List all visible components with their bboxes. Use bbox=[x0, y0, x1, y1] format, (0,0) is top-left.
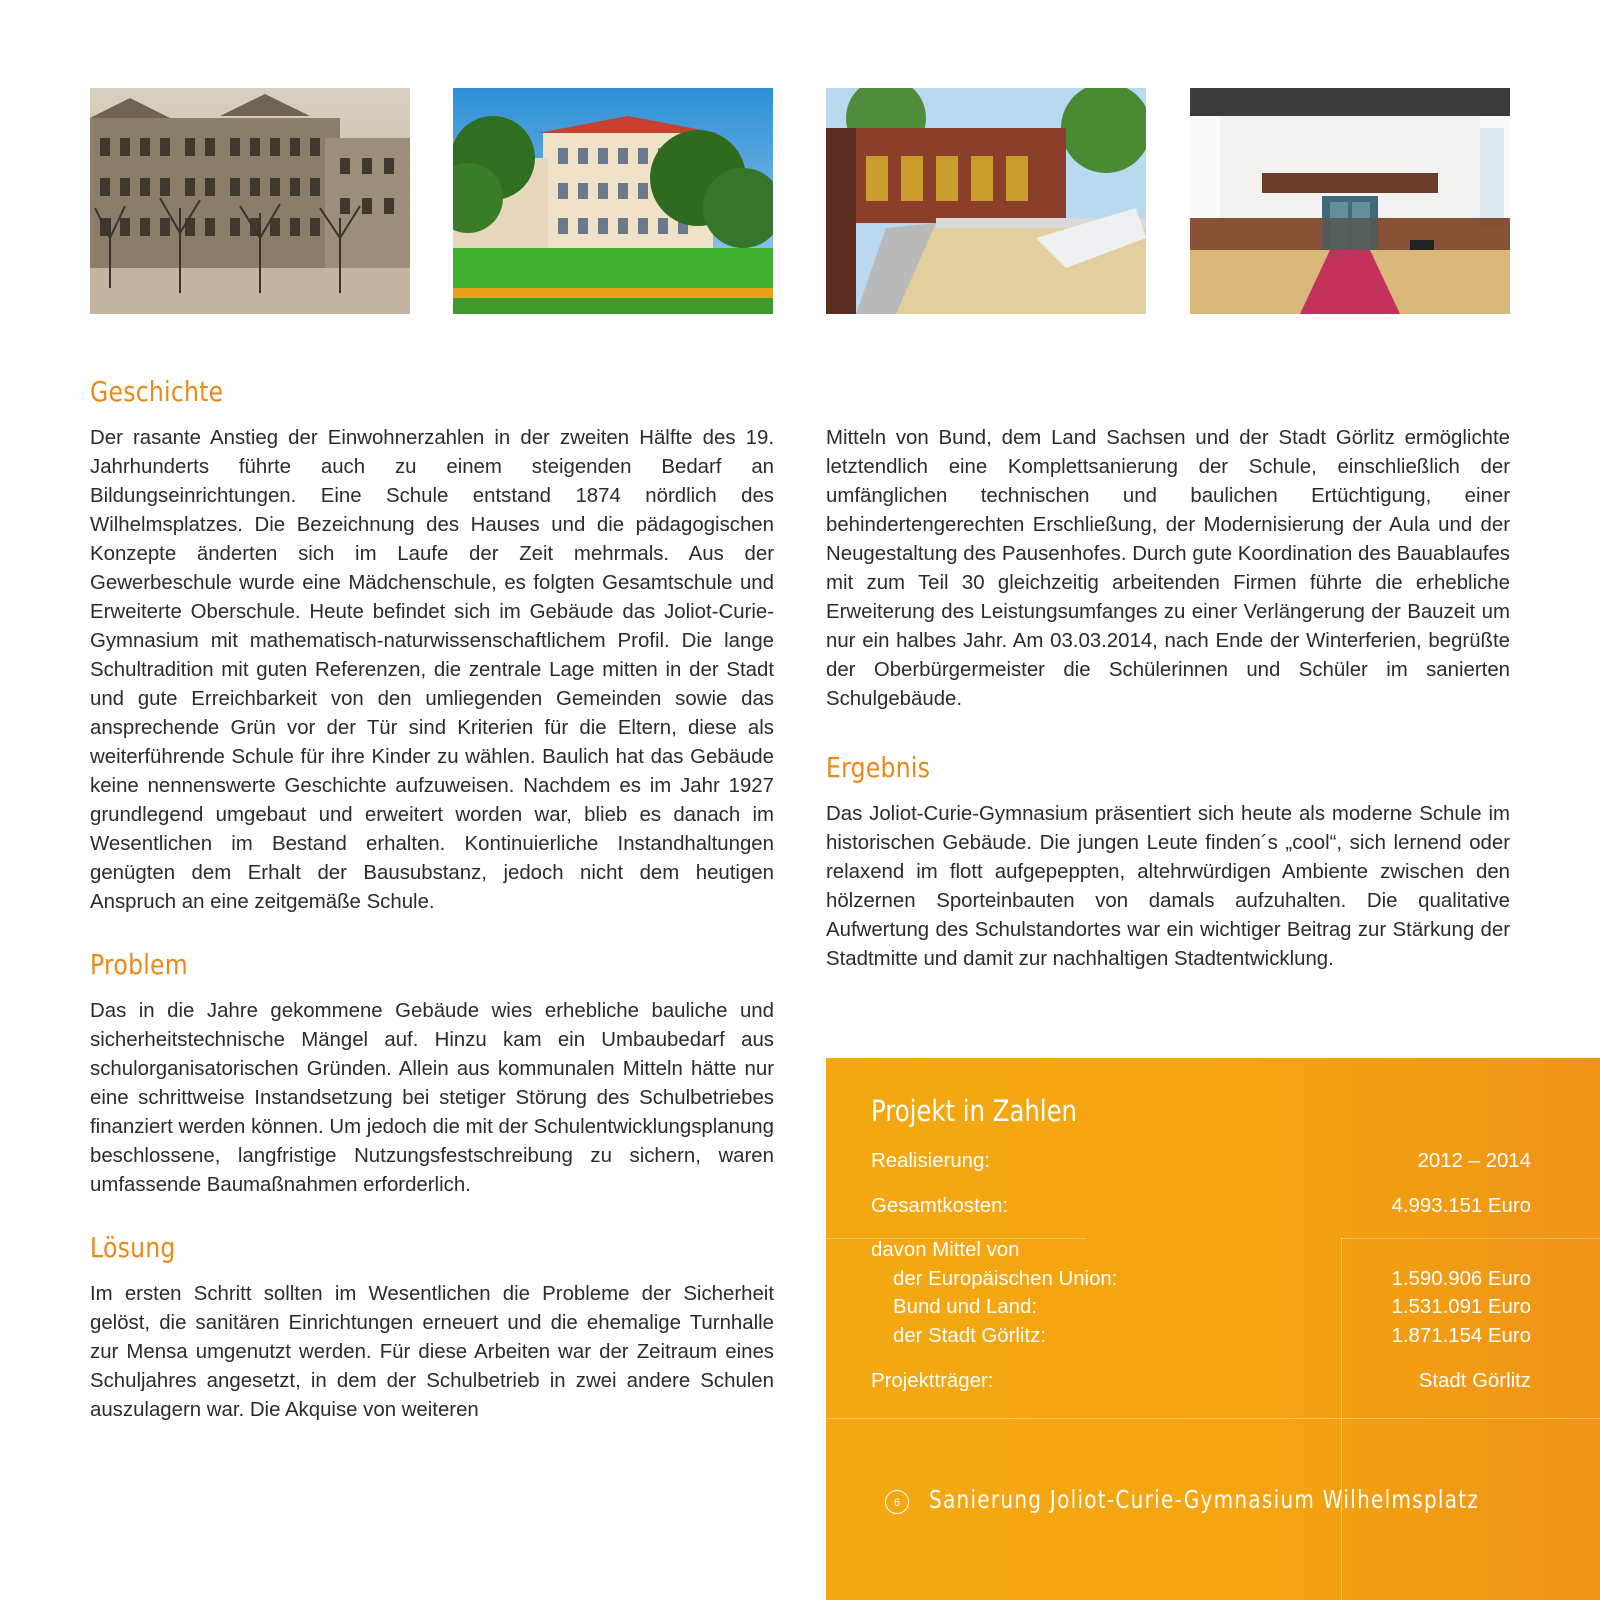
fact-row-gesamtkosten bbox=[871, 1195, 1531, 1225]
fact-value: 1.590.906 Euro bbox=[1391, 1268, 1531, 1290]
fact-label: Realisierung: bbox=[871, 1150, 991, 1172]
fact-row-davon bbox=[871, 1239, 1531, 1269]
facts-title: Projekt in Zahlen bbox=[871, 1094, 1078, 1128]
left-column bbox=[90, 372, 774, 1453]
page-number: 6 bbox=[885, 1490, 909, 1514]
text-problem: Das in die Jahre gekommene Gebäude wies erhebliche bauliche und sicherheitstechnische Mängel auf. Hinzu kam ein Umbaubedarf aus schulorganisatorischen Gründen. Allein aus kommunalen Mitteln hätte nur eine schrittweise Instandsetzung bei stetiger Störung des Schulbetriebes finanziert werden können. Um jedoch die mit der Schulentwicklungsplanung beschlossene, langfristige Nutzungsfestschreibung zu sichern, waren umfassende Baumaßnahmen erforderlich. bbox=[90, 1000, 774, 1196]
school-park-photo bbox=[453, 88, 773, 314]
fact-value: 4.993.151 Euro bbox=[1391, 1195, 1531, 1217]
aula-hall-photo bbox=[1190, 88, 1510, 314]
section-ergebnis bbox=[826, 748, 1510, 974]
fact-value: 1.531.091 Euro bbox=[1391, 1296, 1531, 1318]
fact-label: davon Mittel von bbox=[871, 1239, 1020, 1261]
text-loesung: Im ersten Schritt sollten im Wesentlichen die Probleme der Sicherheit gelöst, die sanitären Einrichtungen erneuert und die ehemalige Turnhalle zur Mensa umgenutzt werden. Für diese Arbeiten war der Zeitraum eines Schuljahres angesetzt, in dem der Schulbetrieb in zwei andere Schulen auszulagern war. Die Akquise von weiteren bbox=[90, 1283, 774, 1421]
fact-row-bund bbox=[871, 1296, 1531, 1326]
text-ergebnis: Das Joliot-Curie-Gymnasium präsentiert sich heute als moderne Schule im historischen Gebäude. Die jungen Leute finden´s „cool“, sich lernend oder relaxend im flott aufgepeppten, altehrwürdigen Ambiente zwischen den hölzernen Sporteinbauten von damals aufzuhalten. Die qualitative Aufwertung des Schulstandortes war ein wichtiger Beitrag zur Stärkung der Stadtmitte und damit zur nachhaltigen Stadtentwicklung. bbox=[826, 803, 1510, 970]
fact-label: der Stadt Görlitz: bbox=[893, 1325, 1046, 1347]
section-geschichte bbox=[90, 372, 774, 917]
section-problem bbox=[90, 945, 774, 1200]
box-divider bbox=[826, 1418, 1600, 1419]
text-loesung-continued: Mitteln von Bund, dem Land Sachsen und der Stadt Görlitz ermöglichte letztendlich eine Komplettsanierung der Schule, einschließlich der umfänglichen technischen und baulichen Ertüchtigung, einer behindertengerechten Erschließung, der Modernisierung der Aula und der Neugestaltung des Pausenhofes. Durch gute Koordination des Bauablaufes mit zum Teil 30 gleichzeitig arbeitenden Firmen führte die erhebliche Erweiterung des Leistungsumfanges zu einer Verlängerung der Bauzeit um nur ein halbes Jahr. Am 03.03.2014, nach Ende der Winterferien, begrüßte der Oberbürgermeister die Schülerinnen und Schüler im sanierten Schulgebäude. bbox=[826, 427, 1510, 710]
heading-problem: Problem bbox=[90, 948, 188, 981]
fact-value: Stadt Görlitz bbox=[1418, 1370, 1531, 1392]
schoolyard-photo bbox=[826, 88, 1146, 314]
right-column bbox=[826, 424, 1510, 1002]
fact-label: Projektträger: bbox=[871, 1370, 994, 1392]
historic-school-photo bbox=[90, 88, 410, 314]
text-geschichte: Der rasante Anstieg der Einwohnerzahlen in der zweiten Hälfte des 19. Jahrhunderts führte auch zu einem steigenden Bedarf an Bildungseinrichtungen. Eine Schule entstand 1874 nördlich des Wilhelmsplatzes. Die Bezeichnung des Hauses und die pädagogischen Konzepte änderten sich im Laufe der Zeit mehrmals. Aus der Gewerbeschule wurde eine Mädchenschule, es folgten Gesamtschule und Erweiterte Oberschule. Heute befindet sich im Gebäude das Joliot-Curie-Gymnasium mit mathematisch-naturwissenschaftlichem Profil. Die lange Schultradition mit guten Referenzen, die zentrale Lage mitten in der Stadt und gute Erreichbarkeit von den umliegenden Gemeinden sowie das ansprechende Grün vor der Tür sind Kriterien für die Eltern, diese als weiterführende Schule für ihre Kinder zu wählen. Baulich hat das Gebäude keine nennenswerte Geschichte aufzuweisen. Nachdem es im Jahr 1927 grundlegend umgebaut und erweitert worden war, blieb es danach im Wesentlichen im Bestand erhalten. Kontinuierliche Instandhaltungen genügten dem Erhalt der Bausubstanz, jedoch nicht dem heutigen Anspruch an eine zeitgemäße Schule. bbox=[90, 427, 774, 913]
project-facts-box bbox=[826, 1058, 1600, 1600]
footer-title: Sanierung Joliot-Curie-Gymnasium Wilhelmsplatz bbox=[929, 1485, 1480, 1514]
fact-label: Gesamtkosten: bbox=[871, 1195, 1009, 1217]
fact-row-stadt bbox=[871, 1325, 1531, 1355]
heading-loesung: Lösung bbox=[90, 1231, 176, 1264]
fact-value: 1.871.154 Euro bbox=[1391, 1325, 1531, 1347]
fact-label: Bund und Land: bbox=[893, 1296, 1037, 1318]
fact-label: der Europäischen Union: bbox=[893, 1268, 1118, 1290]
fact-row-eu bbox=[871, 1268, 1531, 1298]
fact-row-realisierung bbox=[871, 1150, 1531, 1180]
heading-geschichte: Geschichte bbox=[90, 375, 224, 408]
fact-row-traeger bbox=[871, 1370, 1531, 1400]
section-loesung bbox=[90, 1228, 774, 1425]
heading-ergebnis: Ergebnis bbox=[826, 751, 931, 784]
fact-value: 2012 – 2014 bbox=[1417, 1150, 1531, 1172]
